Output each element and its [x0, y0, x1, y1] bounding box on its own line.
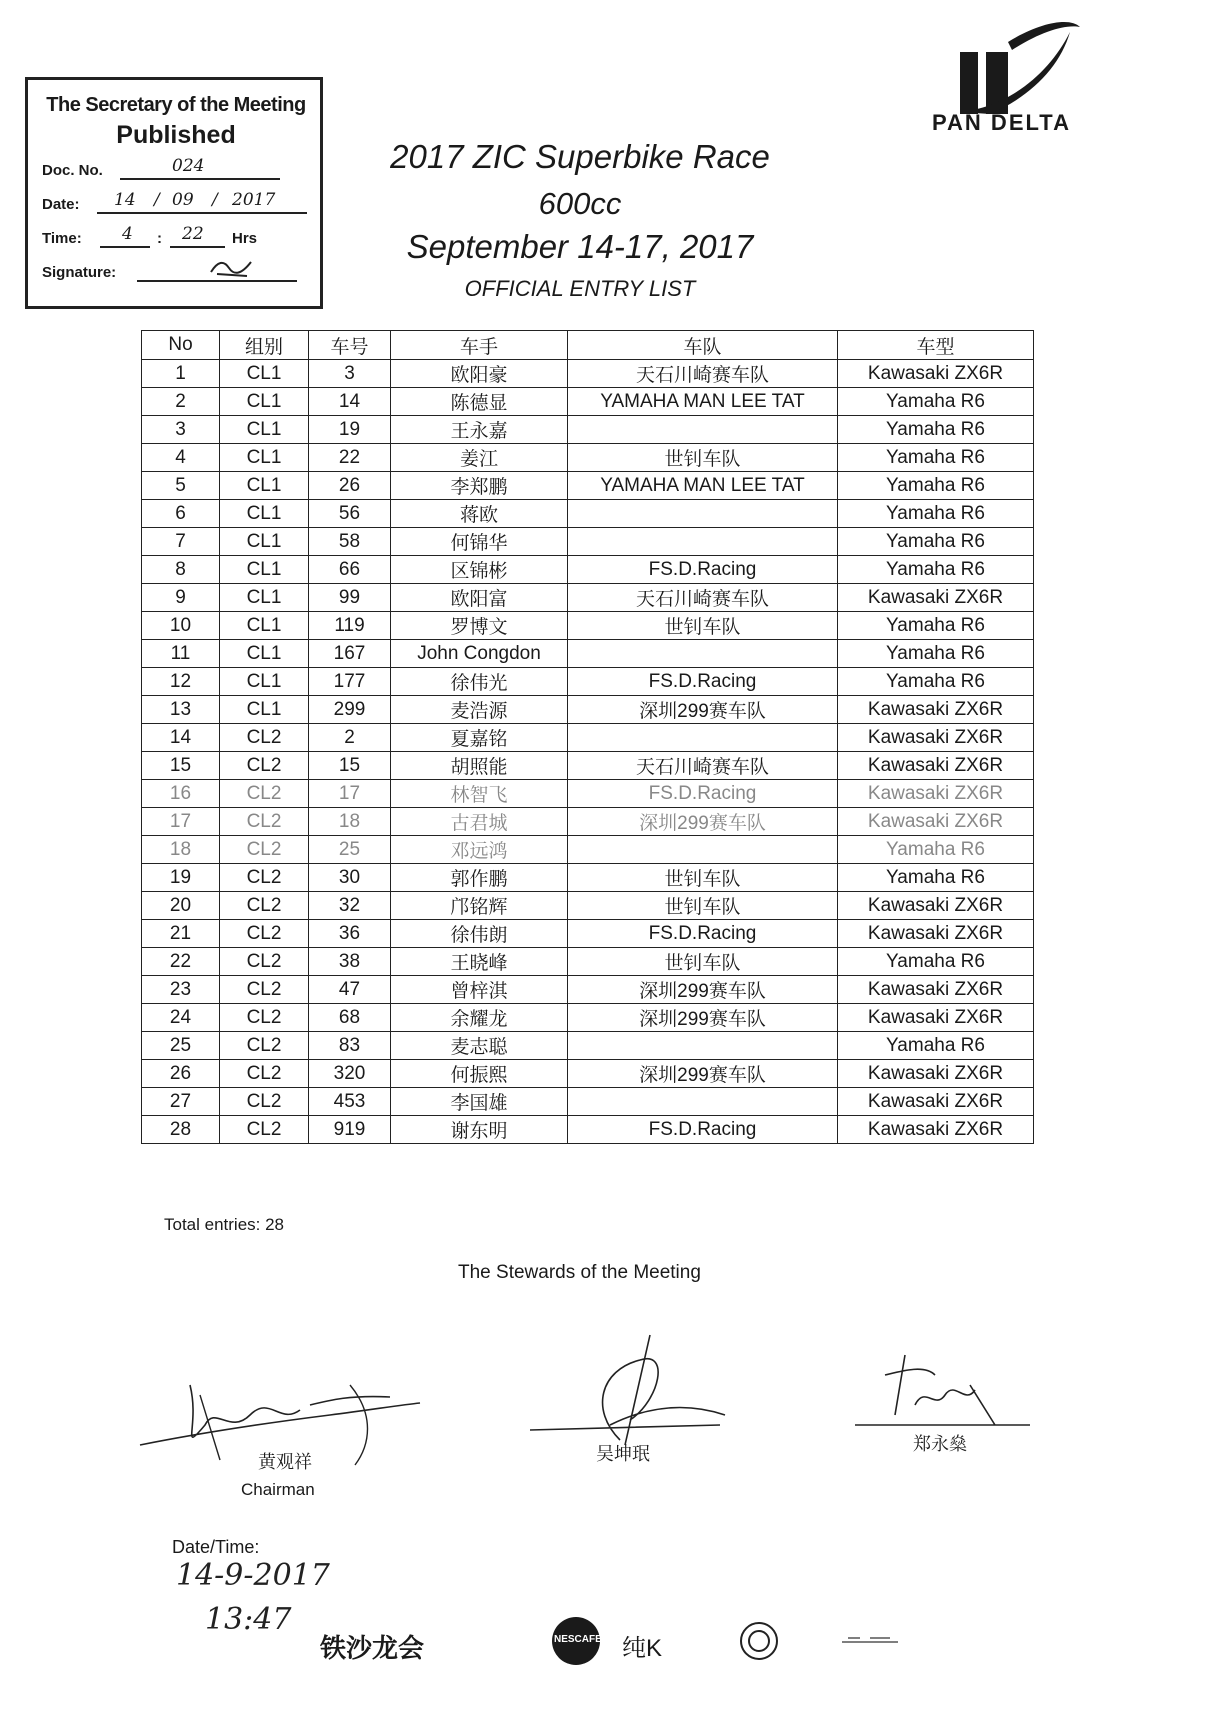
entry-class: CL1 [220, 584, 309, 612]
table-row [142, 612, 1034, 640]
entry-class: CL2 [220, 836, 309, 864]
entry-rider: 余耀龙 [391, 1004, 568, 1032]
entry-no: 2 [142, 388, 220, 416]
table-row [142, 864, 1034, 892]
entry-car-number: 26 [309, 472, 391, 500]
entry-team [568, 724, 838, 752]
entry-class: CL1 [220, 444, 309, 472]
entry-class: CL2 [220, 780, 309, 808]
date-day: 14 [114, 190, 136, 210]
entry-car-number: 66 [309, 556, 391, 584]
entry-model: Yamaha R6 [838, 472, 1034, 500]
sponsor-3: 纯K [622, 1635, 663, 1662]
table-row [142, 724, 1034, 752]
entry-model: Yamaha R6 [838, 640, 1034, 668]
entry-rider: 欧阳豪 [391, 360, 568, 388]
stamp-signature-icon [207, 254, 257, 280]
entry-rider: 李郑鹏 [391, 472, 568, 500]
entry-class: CL2 [220, 892, 309, 920]
date-year: 2017 [232, 190, 276, 210]
table-row [142, 584, 1034, 612]
entry-model: Kawasaki ZX6R [838, 1116, 1034, 1144]
logo-text: PAN DELTA [932, 110, 1071, 135]
entry-no: 26 [142, 1060, 220, 1088]
entry-team: 天石川崎赛车队 [568, 584, 838, 612]
entry-model: Kawasaki ZX6R [838, 920, 1034, 948]
entry-car-number: 14 [309, 388, 391, 416]
entry-no: 22 [142, 948, 220, 976]
entry-no: 18 [142, 836, 220, 864]
stamp-date-row: Date: 14 / 09 / 2017 [42, 196, 310, 218]
entry-rider: 蒋欧 [391, 500, 568, 528]
entry-car-number: 83 [309, 1032, 391, 1060]
entry-team: FS.D.Racing [568, 1116, 838, 1144]
entry-rider: 曾梓淇 [391, 976, 568, 1004]
table-row [142, 444, 1034, 472]
entry-car-number: 299 [309, 696, 391, 724]
entry-model: Kawasaki ZX6R [838, 752, 1034, 780]
entry-car-number: 22 [309, 444, 391, 472]
entry-rider: 麦志聪 [391, 1032, 568, 1060]
entry-rider: 谢东明 [391, 1116, 568, 1144]
entry-model: Kawasaki ZX6R [838, 1060, 1034, 1088]
datetime-label: Date/Time: [172, 1537, 260, 1557]
entry-class: CL1 [220, 360, 309, 388]
entry-team: YAMAHA MAN LEE TAT [568, 472, 838, 500]
sponsor-1: 铁沙龙会 [320, 1633, 425, 1663]
table-row [142, 1032, 1034, 1060]
entry-rider: 罗博文 [391, 612, 568, 640]
race-dates: September 14-17, 2017 [406, 228, 754, 265]
entry-class: CL2 [220, 1032, 309, 1060]
table-row [142, 640, 1034, 668]
entry-rider: 何锦华 [391, 528, 568, 556]
column-header: 车型 [838, 331, 1034, 360]
column-header: 组别 [220, 331, 309, 360]
entry-no: 4 [142, 444, 220, 472]
entry-class: CL2 [220, 1004, 309, 1032]
entry-model: Kawasaki ZX6R [838, 696, 1034, 724]
table-row [142, 500, 1034, 528]
entry-rider: 徐伟朗 [391, 920, 568, 948]
entry-no: 19 [142, 864, 220, 892]
entry-class: CL1 [220, 668, 309, 696]
entry-rider: 陈德显 [391, 388, 568, 416]
entry-team: FS.D.Racing [568, 668, 838, 696]
entry-class: CL2 [220, 864, 309, 892]
table-row [142, 668, 1034, 696]
entry-car-number: 119 [309, 612, 391, 640]
entry-model: Kawasaki ZX6R [838, 1088, 1034, 1116]
table-row [142, 752, 1034, 780]
table-row [142, 780, 1034, 808]
entry-team [568, 500, 838, 528]
entry-class: CL1 [220, 528, 309, 556]
entry-model: Yamaha R6 [838, 556, 1034, 584]
column-header: 车手 [391, 331, 568, 360]
entry-car-number: 167 [309, 640, 391, 668]
entry-car-number: 2 [309, 724, 391, 752]
entry-class: CL2 [220, 948, 309, 976]
table-row [142, 1060, 1034, 1088]
steward3-name: 郑永燊 [913, 1434, 967, 1454]
stewards-heading: The Stewards of the Meeting [458, 1262, 701, 1283]
entry-car-number: 47 [309, 976, 391, 1004]
table-row [142, 472, 1034, 500]
entry-rider: 王永嘉 [391, 416, 568, 444]
entry-class: CL2 [220, 808, 309, 836]
entry-no: 8 [142, 556, 220, 584]
entry-car-number: 56 [309, 500, 391, 528]
entry-team [568, 528, 838, 556]
entry-team: 深圳299赛车队 [568, 1004, 838, 1032]
entry-no: 5 [142, 472, 220, 500]
entry-no: 13 [142, 696, 220, 724]
entry-model: Kawasaki ZX6R [838, 360, 1034, 388]
entry-no: 9 [142, 584, 220, 612]
race-class: 600cc [538, 186, 622, 221]
datetime-time: 13:47 [205, 1602, 292, 1637]
entry-rider: 徐伟光 [391, 668, 568, 696]
entry-rider: 林智飞 [391, 780, 568, 808]
entry-no: 21 [142, 920, 220, 948]
table-row [142, 836, 1034, 864]
steward1-role: Chairman [241, 1480, 315, 1499]
table-row [142, 948, 1034, 976]
table-row [142, 556, 1034, 584]
entry-car-number: 177 [309, 668, 391, 696]
entry-rider: John Congdon [391, 640, 568, 668]
entry-car-number: 36 [309, 920, 391, 948]
entry-model: Yamaha R6 [838, 1032, 1034, 1060]
entry-car-number: 99 [309, 584, 391, 612]
entry-no: 3 [142, 416, 220, 444]
entry-rider: 姜江 [391, 444, 568, 472]
entry-model: Kawasaki ZX6R [838, 584, 1034, 612]
entry-car-number: 320 [309, 1060, 391, 1088]
table-row [142, 360, 1034, 388]
entry-class: CL2 [220, 724, 309, 752]
time-unit: Hrs [232, 230, 258, 247]
entry-class: CL1 [220, 472, 309, 500]
table-row [142, 1004, 1034, 1032]
entry-list-subtitle: OFFICIAL ENTRY LIST [464, 276, 696, 301]
entry-car-number: 68 [309, 1004, 391, 1032]
entry-rider: 邝铭辉 [391, 892, 568, 920]
entry-team: 天石川崎赛车队 [568, 360, 838, 388]
entry-model: Kawasaki ZX6R [838, 1004, 1034, 1032]
table-row [142, 976, 1034, 1004]
entry-no: 20 [142, 892, 220, 920]
entry-car-number: 15 [309, 752, 391, 780]
entry-rider: 胡照能 [391, 752, 568, 780]
emblem-logo-icon [738, 1620, 780, 1662]
entry-team: 世钊车队 [568, 864, 838, 892]
entry-team: 深圳299赛车队 [568, 1060, 838, 1088]
entry-team: FS.D.Racing [568, 556, 838, 584]
entry-class: CL1 [220, 696, 309, 724]
stamp-published: Published [116, 121, 236, 149]
sponsor-wordmark-icon [840, 1632, 900, 1648]
entry-team: 天石川崎赛车队 [568, 752, 838, 780]
entry-rider: 区锦彬 [391, 556, 568, 584]
entry-team: 世钊车队 [568, 612, 838, 640]
entry-car-number: 38 [309, 948, 391, 976]
entry-team: 深圳299赛车队 [568, 696, 838, 724]
entry-class: CL2 [220, 920, 309, 948]
entry-team: 深圳299赛车队 [568, 976, 838, 1004]
column-header: No [142, 331, 220, 360]
entry-model: Yamaha R6 [838, 388, 1034, 416]
entry-car-number: 17 [309, 780, 391, 808]
entry-no: 28 [142, 1116, 220, 1144]
entry-rider: 麦浩源 [391, 696, 568, 724]
entry-class: CL2 [220, 976, 309, 1004]
sponsor-2: NESCAFE [554, 1634, 602, 1645]
steward2-name: 吴坤珉 [596, 1444, 650, 1464]
entry-class: CL1 [220, 556, 309, 584]
stamp-signature-row [42, 264, 310, 286]
entry-no: 16 [142, 780, 220, 808]
entry-no: 7 [142, 528, 220, 556]
entry-car-number: 32 [309, 892, 391, 920]
entry-team: 世钊车队 [568, 948, 838, 976]
entry-car-number: 25 [309, 836, 391, 864]
entry-model: Yamaha R6 [838, 836, 1034, 864]
entry-team [568, 640, 838, 668]
time-minute: 22 [182, 224, 204, 244]
datetime-date: 14-9-2017 [176, 1558, 330, 1593]
entry-car-number: 58 [309, 528, 391, 556]
entry-class: CL1 [220, 388, 309, 416]
entry-car-number: 30 [309, 864, 391, 892]
entry-rider: 李国雄 [391, 1088, 568, 1116]
entry-model: Yamaha R6 [838, 416, 1034, 444]
entry-class: CL2 [220, 752, 309, 780]
entry-car-number: 453 [309, 1088, 391, 1116]
entry-no: 27 [142, 1088, 220, 1116]
entry-no: 23 [142, 976, 220, 1004]
entry-model: Yamaha R6 [838, 500, 1034, 528]
entry-class: CL2 [220, 1116, 309, 1144]
table-row [142, 696, 1034, 724]
entry-no: 15 [142, 752, 220, 780]
entry-no: 6 [142, 500, 220, 528]
entry-model: Yamaha R6 [838, 612, 1034, 640]
table-row [142, 892, 1034, 920]
entry-model: Kawasaki ZX6R [838, 724, 1034, 752]
sponsor-strip [300, 1610, 920, 1670]
column-header: 车号 [309, 331, 391, 360]
entry-class: CL1 [220, 416, 309, 444]
entry-team: 世钊车队 [568, 892, 838, 920]
published-stamp [25, 77, 323, 309]
doc-label: Doc. No. [42, 162, 103, 179]
entry-class: CL2 [220, 1060, 309, 1088]
entry-car-number: 18 [309, 808, 391, 836]
entry-model: Yamaha R6 [838, 668, 1034, 696]
entry-team [568, 1088, 838, 1116]
entry-car-number: 19 [309, 416, 391, 444]
table-row [142, 920, 1034, 948]
entry-model: Yamaha R6 [838, 528, 1034, 556]
entry-team [568, 836, 838, 864]
stamp-doc-row [42, 156, 310, 184]
entry-model: Yamaha R6 [838, 948, 1034, 976]
entry-model: Kawasaki ZX6R [838, 780, 1034, 808]
table-row [142, 1116, 1034, 1144]
entry-no: 14 [142, 724, 220, 752]
entry-model: Yamaha R6 [838, 864, 1034, 892]
table-row [142, 528, 1034, 556]
table-row [142, 808, 1034, 836]
entry-rider: 何振熙 [391, 1060, 568, 1088]
entry-no: 25 [142, 1032, 220, 1060]
entry-team: YAMAHA MAN LEE TAT [568, 388, 838, 416]
column-header: 车队 [568, 331, 838, 360]
entry-car-number: 919 [309, 1116, 391, 1144]
entry-class: CL1 [220, 612, 309, 640]
race-title: 2017 ZIC Superbike Race [390, 138, 770, 175]
table-row [142, 388, 1034, 416]
entry-no: 12 [142, 668, 220, 696]
entry-rider: 王晓峰 [391, 948, 568, 976]
entry-team: 世钊车队 [568, 444, 838, 472]
entry-team [568, 416, 838, 444]
entry-no: 24 [142, 1004, 220, 1032]
entry-class: CL1 [220, 640, 309, 668]
total-entries: Total entries: 28 [164, 1215, 285, 1234]
entry-class: CL1 [220, 500, 309, 528]
entry-team: FS.D.Racing [568, 780, 838, 808]
entry-rider: 夏嘉铭 [391, 724, 568, 752]
entry-class: CL2 [220, 1088, 309, 1116]
signature-label: Signature: [42, 264, 117, 281]
entry-car-number: 3 [309, 360, 391, 388]
steward1-name: 黄观祥 [258, 1452, 312, 1472]
entry-no: 10 [142, 612, 220, 640]
entry-team: FS.D.Racing [568, 920, 838, 948]
entry-model: Yamaha R6 [838, 444, 1034, 472]
table-row [142, 1088, 1034, 1116]
time-label: Time: [42, 230, 82, 247]
entry-model: Kawasaki ZX6R [838, 892, 1034, 920]
entry-no: 1 [142, 360, 220, 388]
entry-rider: 邓远鸿 [391, 836, 568, 864]
entry-model: Kawasaki ZX6R [838, 808, 1034, 836]
entry-model: Kawasaki ZX6R [838, 976, 1034, 1004]
date-month: 09 [172, 190, 194, 210]
entry-team: 深圳299赛车队 [568, 808, 838, 836]
table-header-row [142, 331, 1034, 360]
entry-no: 11 [142, 640, 220, 668]
entry-no: 17 [142, 808, 220, 836]
entry-rider: 郭作鹏 [391, 864, 568, 892]
entry-list-table [141, 330, 1034, 1144]
table-row [142, 416, 1034, 444]
entry-rider: 古君城 [391, 808, 568, 836]
date-label: Date: [42, 196, 80, 213]
stamp-time-row: Time: 4 : 22 Hrs [42, 224, 258, 247]
stamp-title: The Secretary of the Meeting [46, 94, 306, 116]
entry-team [568, 1032, 838, 1060]
doc-number: 024 [172, 156, 205, 176]
entry-rider: 欧阳富 [391, 584, 568, 612]
time-hour: 4 [122, 224, 133, 244]
